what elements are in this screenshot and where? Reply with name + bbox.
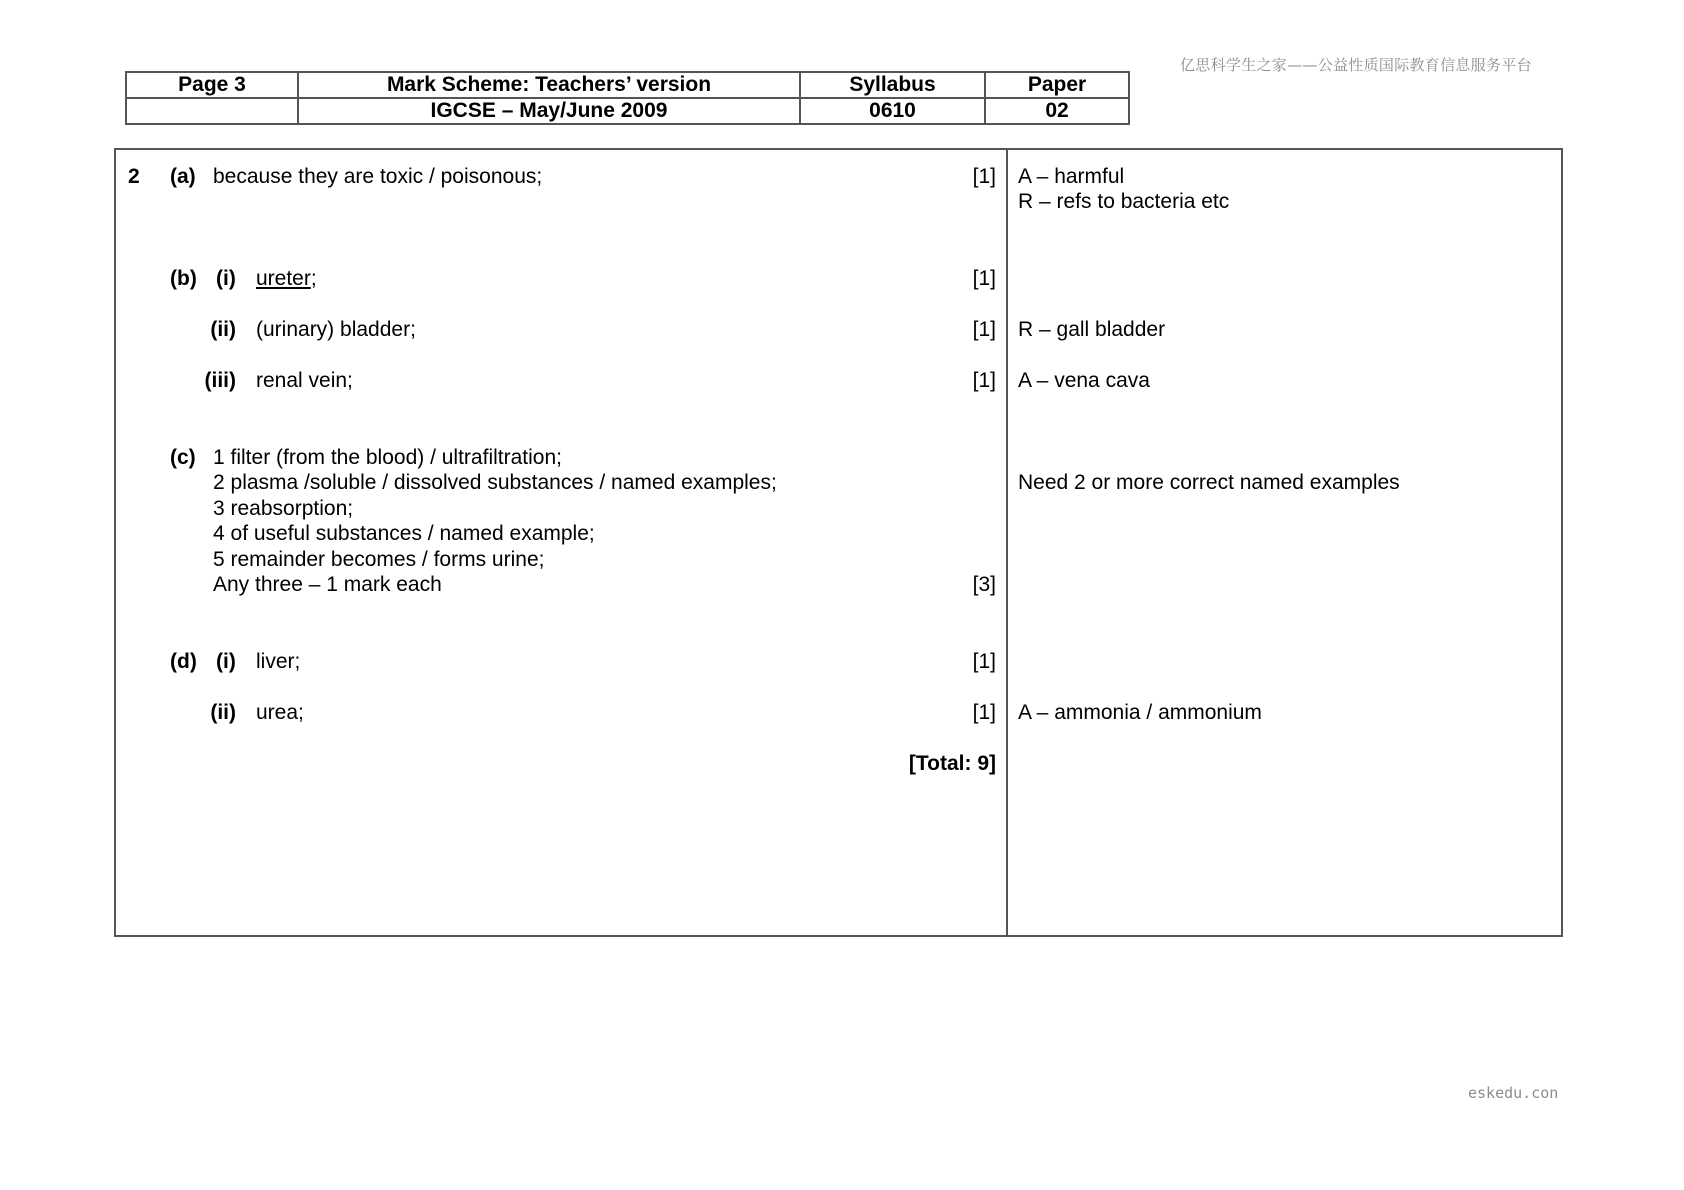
mark-scheme-box — [114, 148, 1563, 937]
document-title: Mark Scheme: Teachers’ version — [298, 72, 800, 98]
empty-cell — [126, 98, 298, 124]
part-a-mark: [1] — [972, 165, 996, 188]
footer-site-text: eskedu.con — [1468, 1084, 1559, 1102]
part-d-ii-label: (ii) — [210, 701, 236, 724]
part-b-i-mark: [1] — [972, 267, 996, 290]
syllabus-label: Syllabus — [800, 72, 985, 98]
part-b-i-label: (i) — [216, 267, 236, 290]
part-b-i-answer-line — [256, 266, 317, 291]
part-a-note-2: R – refs to bacteria etc — [1018, 190, 1230, 213]
part-a-note-1: A – harmful — [1018, 165, 1125, 188]
exam-session: IGCSE – May/June 2009 — [298, 98, 800, 124]
header-table — [125, 71, 1130, 125]
header-row-2 — [126, 98, 1129, 124]
watermark-text: 亿思科学生之家——公益性质国际教育信息服务平台 — [1180, 56, 1532, 74]
part-b-ii-note: R – gall bladder — [1018, 318, 1166, 341]
part-b-ii-answer: (urinary) bladder; — [256, 318, 416, 341]
header-row-1 — [126, 72, 1129, 98]
part-b-iii-note: A – vena cava — [1018, 369, 1150, 392]
part-d-label: (d) — [170, 650, 197, 673]
part-d-ii-answer: urea; — [256, 701, 304, 724]
part-c-note: Need 2 or more correct named examples — [1018, 471, 1400, 494]
part-b-ii-mark: [1] — [972, 318, 996, 341]
part-c-line-5: 5 remainder becomes / forms urine; — [213, 548, 545, 571]
part-d-i-label: (i) — [216, 650, 236, 673]
part-c-line-6: Any three – 1 mark each — [213, 573, 442, 596]
paper-label: Paper — [985, 72, 1129, 98]
part-c-line-4: 4 of useful substances / named example; — [213, 522, 595, 545]
syllabus-code: 0610 — [800, 98, 985, 124]
part-b-iii-label: (iii) — [204, 369, 236, 392]
part-d-i-mark: [1] — [972, 650, 996, 673]
part-d-i-answer: liver; — [256, 650, 301, 673]
part-b-label: (b) — [170, 267, 197, 290]
part-b-iii-mark: [1] — [972, 369, 996, 392]
part-c-line-3: 3 reabsorption; — [213, 497, 354, 520]
part-b-i-suffix: ; — [310, 267, 317, 290]
page-number: Page 3 — [126, 72, 298, 98]
part-c-line-1: 1 filter (from the blood) / ultrafiltration; — [213, 446, 562, 469]
part-c-mark: [3] — [972, 573, 996, 596]
paper-number: 02 — [985, 98, 1129, 124]
part-a-label: (a) — [170, 165, 196, 188]
question-number: 2 — [128, 165, 140, 188]
part-a-answer: because they are toxic / poisonous; — [213, 165, 543, 188]
part-b-ii-label: (ii) — [210, 318, 236, 341]
part-d-ii-note: A – ammonia / ammonium — [1018, 701, 1262, 724]
part-c-label: (c) — [170, 446, 196, 469]
column-divider — [1006, 150, 1008, 935]
part-d-ii-mark: [1] — [972, 701, 996, 724]
part-c-line-2: 2 plasma /soluble / dissolved substances / named examples; — [213, 471, 777, 494]
total-marks: [Total: 9] — [908, 752, 996, 775]
part-b-i-answer: ureter — [256, 267, 311, 290]
part-b-iii-answer: renal vein; — [256, 369, 353, 392]
